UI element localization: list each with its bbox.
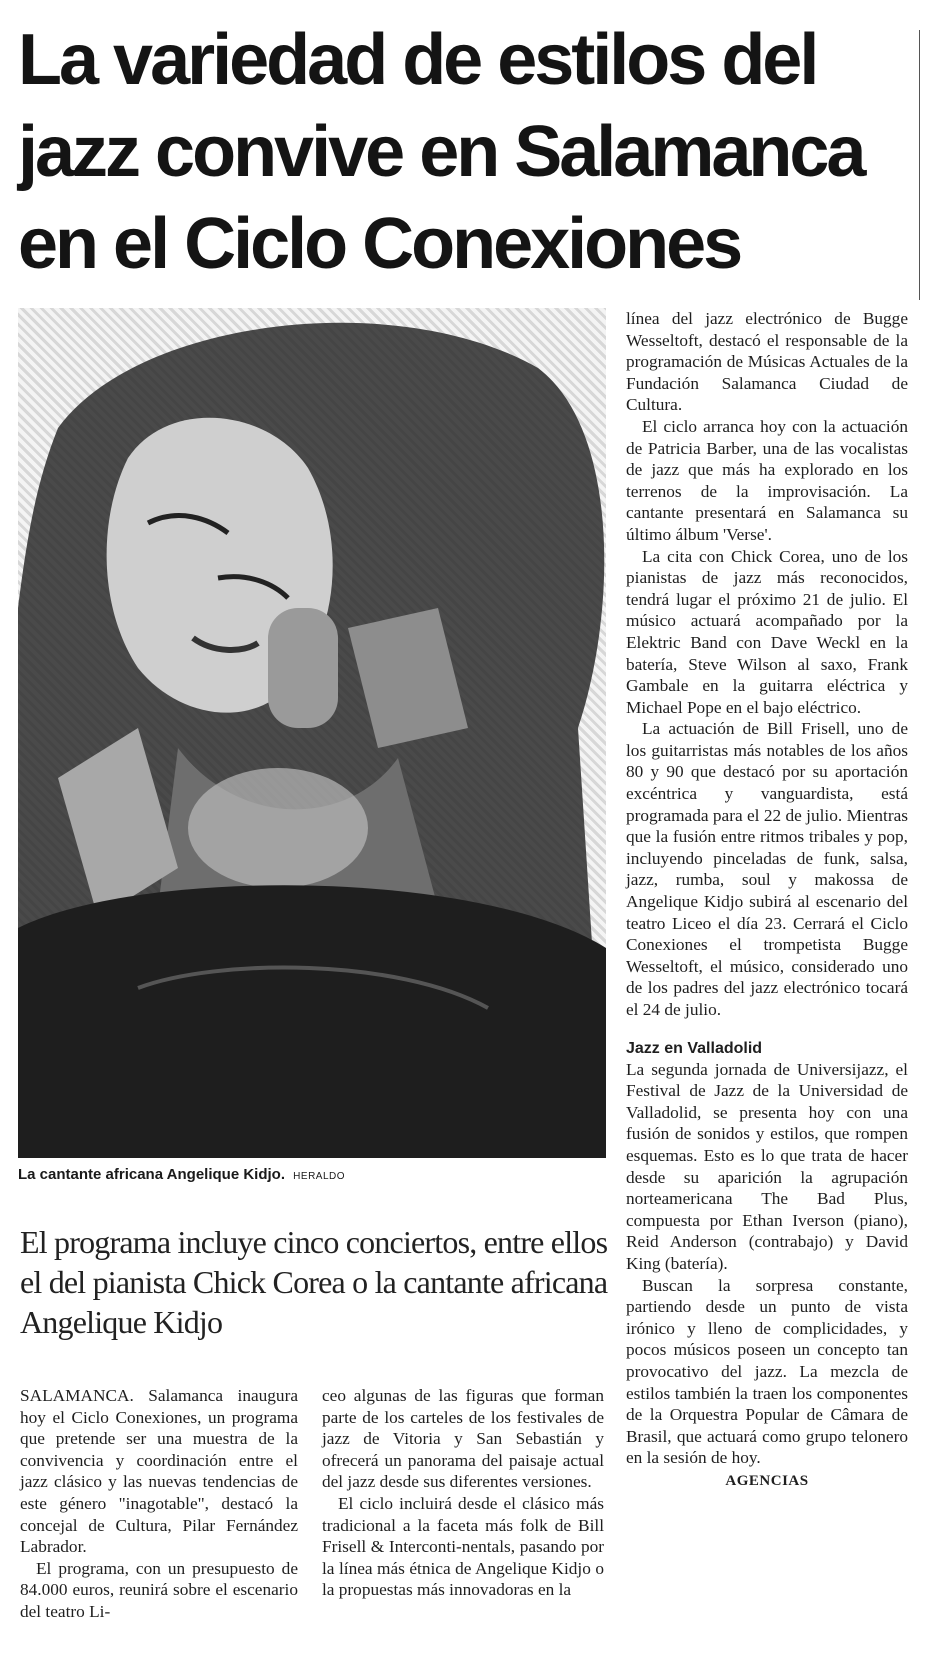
- paragraph: El programa, con un presupuesto de 84.000 euros, reunirá sobre el escenario del teatro Li-: [20, 1558, 298, 1621]
- section-subheading: Jazz en Valladolid: [626, 1039, 763, 1057]
- photo-illustration: [18, 308, 606, 1158]
- signature: AGENCIAS: [725, 1472, 809, 1489]
- column-2: [322, 1385, 604, 1601]
- column-3: [626, 308, 908, 1492]
- headline: La variedad de estilos del jazz convive en Salamanca en el Ciclo Conexiones: [18, 20, 864, 284]
- paragraph: La cita con Chick Corea, uno de los pianistas de jazz más reconocidos, tendrá lugar el próximo 21 de julio. El músico actuará acompañado por la Elektric Band con Dave Weckl en la batería, Steve Wilson al saxo, Frank Gambale en la guitarra eléctrica y Michael Pope en el bajo eléctrico.: [626, 546, 908, 717]
- photo-angelique-kidjo: [18, 308, 606, 1158]
- paragraph: línea del jazz electrónico de Bugge Wesseltoft, destacó el responsable de la programación de Músicas Actuales de la Fundación Salamanca Ciudad de Cultura.: [626, 309, 908, 415]
- photo-credit: HERALDO: [293, 1171, 346, 1182]
- caption-text: La cantante africana Angelique Kidjo.: [18, 1166, 285, 1183]
- paragraph: Buscan la sorpresa constante, partiendo desde un punto de vista irónico y lleno de complicidades, y pocos músicos poseen un concepto tan provocativo del jazz. La mezcla de estilos también la traen los componentes de la Orquestra Popular de Câmara de Brasil, que actuará como grupo telonero en la sesión de hoy.: [626, 1275, 908, 1468]
- paragraph: El ciclo arranca hoy con la actuación de Patricia Barber, una de las vocalistas de jazz que más ha explorado en los terrenos de la improvisación. La cantante presentará en Salamanca su último álbum 'Verse'.: [626, 416, 908, 544]
- subheadline: El programa incluye cinco conciertos, entre ellos el del pianista Chick Corea o la cantante africana Angelique Kidjo: [20, 1224, 608, 1340]
- paragraph: La actuación de Bill Frisell, uno de los guitarristas más notables de los años 80 y 90 que destacó por su aportación excéntrica y vanguardista, está programada para el 22 de julio. Mientras que la fusión entre ritmos tribales y pop, incluyendo pinceladas de funk, salsa, jazz, rumba, soul y makossa de Angelique Kidjo subirá al escenario del teatro Liceo el día 23. Cerrará el Ciclo Conexiones el trompetista Bugge Wesseltoft, el músico, considerado uno de los padres del jazz electrónico tocará el 24 de julio.: [626, 719, 908, 1019]
- paragraph: ceo algunas de las figuras que forman parte de los carteles de los festivales de jazz de Vitoria y San Sebastián y ofrecerá un panorama del paisaje actual del jazz desde sus diferentes versiones.: [322, 1386, 604, 1492]
- photo-caption: [18, 1166, 608, 1183]
- column-1: [20, 1385, 298, 1623]
- paragraph: La segunda jornada de Universijazz, el Festival de Jazz de la Universidad de Valladolid, se presenta hoy con una fusión de sonidos y estilos, que rompen esquemas. Esto es lo que trata de hacer desde su aparición la agrupación norteamericana The Bad Plus, compuesta por Ethan Iverson (piano), Reid Anderson (contrabajo) y David King (batería).: [626, 1059, 908, 1273]
- paragraph: El ciclo incluirá desde el clásico más tradicional a la faceta más folk de Bill Frisell & Interconti-nentals, pasando por la línea más étnica de Angelique Kidjo o la propuestas más innovadoras en la: [322, 1493, 604, 1600]
- column-rule: [919, 30, 920, 300]
- paragraph: SALAMANCA. Salamanca inaugura hoy el Ciclo Conexiones, un programa que pretende ser una muestra de la convivencia y coordinación entre el jazz clásico y las nuevas tendencias de este género "inagotable", destacó la concejal de Cultura, Pilar Fernández Labrador.: [20, 1386, 298, 1557]
